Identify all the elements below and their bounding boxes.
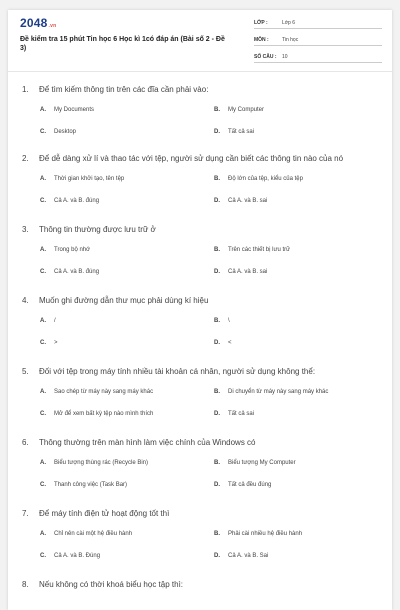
document-title: Đề kiểm tra 15 phút Tin học 6 Học kì 1có đáp án (Bài số 2 - Đề 3) [20, 36, 225, 52]
option-letter: B. [214, 247, 220, 253]
question-text [22, 579, 382, 590]
question-number: 1. [22, 85, 29, 94]
worksheet-header [8, 10, 392, 72]
question-3 [22, 224, 382, 283]
option-text: Cả A. và B. Đúng [54, 553, 101, 559]
answer-option[interactable] [22, 340, 196, 346]
option-text: Sao chép từ máy này sang máy khác [54, 389, 154, 395]
question-stem: Đối với tệp trong máy tính nhiều tài khoản cá nhân, người sử dụng không thể: [39, 367, 316, 376]
option-text: My Documents [54, 107, 95, 113]
option-text: Cả A. và B. đúng [54, 269, 100, 275]
question-number: 7. [22, 509, 29, 518]
option-text: Cả A. và B. đúng [54, 198, 100, 204]
option-text: Trên các thiết bị lưu trữ [228, 247, 291, 253]
answer-option[interactable] [196, 269, 370, 275]
info-row-class [254, 16, 382, 29]
option-text: Cả A. và B. sai [228, 269, 268, 275]
answer-option[interactable] [22, 107, 196, 113]
question-stem: Thông thường trên màn hình làm việc chính của Windows có [39, 438, 256, 447]
answer-option[interactable] [196, 247, 370, 253]
option-letter: D. [214, 198, 220, 204]
info-key: SỐ CÂU : [254, 54, 277, 60]
option-row [22, 403, 382, 425]
info-value: 10 [282, 54, 288, 60]
question-8 [22, 579, 382, 590]
question-4 [22, 295, 382, 354]
option-text: \ [228, 318, 230, 324]
answer-option[interactable] [22, 318, 196, 324]
question-6 [22, 437, 382, 496]
logo-main: 2048 [20, 16, 48, 30]
option-letter: B. [214, 107, 220, 113]
option-letter: B. [214, 460, 220, 466]
option-row [22, 168, 382, 190]
option-letter: C. [40, 340, 46, 346]
option-row [22, 523, 382, 545]
answer-option[interactable] [22, 198, 196, 204]
option-letter: C. [40, 411, 46, 417]
info-key: MÔN : [254, 37, 269, 43]
question-number: 8. [22, 580, 29, 589]
answer-option[interactable] [196, 531, 370, 537]
question-number: 3. [22, 225, 29, 234]
question-number: 6. [22, 438, 29, 447]
answer-option[interactable] [196, 318, 370, 324]
question-text [22, 437, 382, 448]
info-row-subject [254, 33, 382, 46]
answer-option[interactable] [22, 531, 196, 537]
info-box [254, 16, 382, 67]
answer-option[interactable] [196, 482, 370, 488]
answer-option[interactable] [196, 460, 370, 466]
option-text: Tất cả sai [228, 411, 255, 417]
option-row [22, 261, 382, 283]
question-text [22, 224, 382, 235]
question-text [22, 153, 382, 164]
option-letter: D. [214, 482, 220, 488]
option-letter: A. [40, 531, 46, 537]
option-letter: B. [214, 531, 220, 537]
answer-option[interactable] [196, 198, 370, 204]
option-letter: D. [214, 553, 220, 559]
option-text: Phải cài nhiều hệ điều hành [228, 531, 303, 537]
info-row-count [254, 50, 382, 63]
option-row [22, 121, 382, 143]
question-list [8, 84, 392, 590]
question-2 [22, 153, 382, 212]
answer-option[interactable] [196, 340, 370, 346]
option-letter: A. [40, 389, 46, 395]
option-letter: B. [214, 318, 220, 324]
option-row [22, 239, 382, 261]
option-text: Tất cả sai [228, 129, 255, 135]
question-text [22, 366, 382, 377]
answer-option[interactable] [196, 176, 370, 182]
option-text: Biểu tượng My Computer [228, 460, 296, 466]
option-letter: B. [214, 389, 220, 395]
option-row [22, 310, 382, 332]
answer-option[interactable] [196, 107, 370, 113]
question-number: 4. [22, 296, 29, 305]
option-letter: B. [214, 176, 220, 182]
answer-option[interactable] [22, 129, 196, 135]
answer-option[interactable] [196, 553, 370, 559]
worksheet-page [8, 10, 392, 610]
option-letter: A. [40, 176, 46, 182]
option-text: Cả A. và B. Sai [228, 553, 269, 559]
question-stem: Nếu không có thời khoá biểu học tập thì: [39, 580, 184, 589]
option-text: Tất cả đều đúng [228, 482, 272, 488]
answer-option[interactable] [22, 460, 196, 466]
option-text: Độ lớn của tệp, kiểu của tệp [228, 176, 303, 182]
question-stem: Để máy tính điện tử hoạt động tốt thì [39, 509, 170, 518]
option-letter: D. [214, 340, 220, 346]
question-stem: Muốn ghi đường dẫn thư mục phải dùng kí hiệu [39, 296, 209, 305]
answer-option[interactable] [22, 411, 196, 417]
option-text: Trong bộ nhớ [54, 247, 91, 253]
option-text: Mở để xem bất kỳ tệp nào mình thích [54, 411, 154, 417]
option-letter: C. [40, 482, 46, 488]
option-text: Thời gian khởi tạo, tên tệp [54, 176, 125, 182]
option-letter: D. [214, 411, 220, 417]
option-letter: C. [40, 553, 46, 559]
info-value: Lớp 6 [282, 20, 296, 26]
question-stem: Thông tin thường được lưu trữ ở [39, 225, 156, 234]
answer-option[interactable] [22, 176, 196, 182]
answer-option[interactable] [196, 389, 370, 395]
answer-option[interactable] [22, 482, 196, 488]
option-letter: C. [40, 198, 46, 204]
option-row [22, 452, 382, 474]
option-letter: D. [214, 129, 220, 135]
option-letter: A. [40, 318, 46, 324]
option-text: Desktop [54, 129, 77, 135]
info-key: LỚP : [254, 20, 268, 26]
answer-option[interactable] [196, 129, 370, 135]
option-text: Di chuyển từ máy này sang máy khác [228, 389, 329, 395]
option-row [22, 381, 382, 403]
option-text: My Computer [228, 107, 265, 113]
option-row [22, 545, 382, 567]
answer-option[interactable] [22, 553, 196, 559]
question-1 [22, 84, 382, 143]
info-value: Tin học [282, 37, 299, 43]
option-letter: A. [40, 107, 46, 113]
option-text: Thanh công việc (Task Bar) [54, 482, 128, 488]
answer-option[interactable] [196, 411, 370, 417]
question-number: 5. [22, 367, 29, 376]
option-text: Chỉ nên cài một hệ điều hành [54, 531, 133, 537]
question-number: 2. [22, 154, 29, 163]
question-text [22, 508, 382, 519]
option-letter: C. [40, 269, 46, 275]
option-text: Biểu tượng thùng rác (Recycle Bin) [54, 460, 148, 466]
option-row [22, 190, 382, 212]
option-row [22, 474, 382, 496]
question-stem: Để dễ dàng xử lí và thao tác với tệp, người sử dụng cần biết các thông tin nào của nó [39, 154, 344, 163]
option-text: < [228, 340, 232, 346]
option-letter: A. [40, 460, 46, 466]
answer-option[interactable] [22, 269, 196, 275]
option-text: / [54, 318, 56, 324]
question-7 [22, 508, 382, 567]
question-5 [22, 366, 382, 425]
answer-option[interactable] [22, 247, 196, 253]
question-stem: Để tìm kiếm thông tin trên các đĩa cần phải vào: [39, 85, 209, 94]
option-text: Cả A. và B. sai [228, 198, 268, 204]
question-text [22, 295, 382, 306]
question-text [22, 84, 382, 95]
logo-sub: .vn [48, 23, 57, 29]
option-row [22, 99, 382, 121]
answer-option[interactable] [22, 389, 196, 395]
option-letter: D. [214, 269, 220, 275]
option-letter: C. [40, 129, 46, 135]
option-text: > [54, 340, 58, 346]
option-row [22, 332, 382, 354]
option-letter: A. [40, 247, 46, 253]
